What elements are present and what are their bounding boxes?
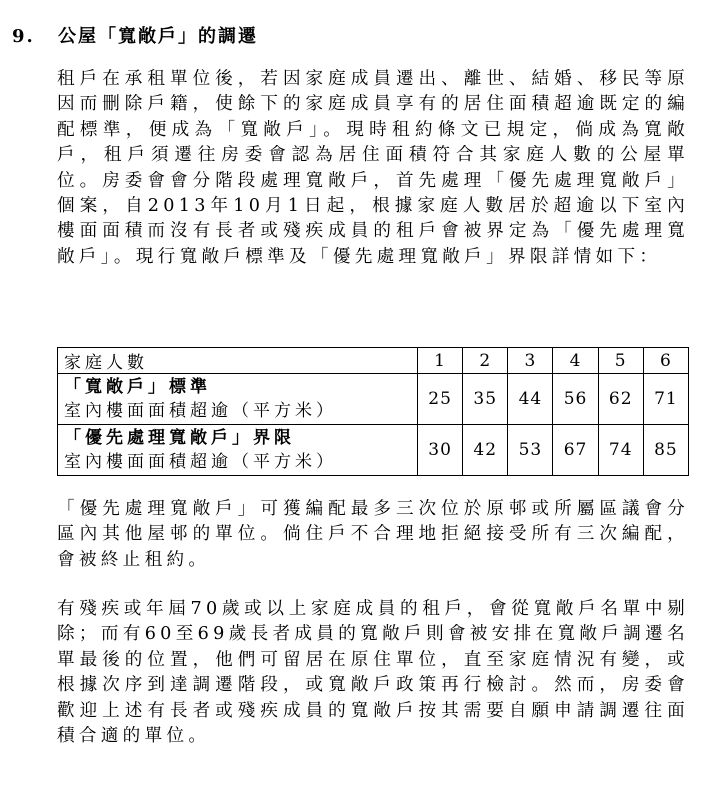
table-cell: 42 <box>463 425 508 476</box>
row-title: 「優先處理寬敞戶」界限 <box>64 428 295 448</box>
table-cell: 56 <box>553 374 598 425</box>
table-cell: 30 <box>418 425 463 476</box>
table-header-row <box>58 348 689 374</box>
row-subtitle: 室內樓面面積超逾（平方米） <box>64 452 337 472</box>
household-size-cell: 1 <box>418 348 463 374</box>
offers-paragraph: 「優先處理寬敞戶」可獲編配最多三次位於原邨或所屬區議會分區內其他屋邨的單位。倘住戶不合理地拒絕接受所有三次編配，會被終止租約。 <box>57 499 689 570</box>
section-title: 公屋「寬敞戶」的調遷 <box>58 26 258 47</box>
table-cell: 62 <box>598 374 643 425</box>
row-title: 「寬敞戶」標準 <box>64 377 211 397</box>
row-label <box>58 425 418 476</box>
table-cell: 25 <box>418 374 463 425</box>
household-size-header: 家庭人數 <box>58 348 418 374</box>
table-row <box>58 374 689 425</box>
intro-paragraph: 租戶在承租單位後，若因家庭成員遷出、離世、結婚、移民等原因而刪除戶籍，使餘下的家庭成員享有的居住面積超逾既定的編配標準，便成為「寬敞戶」。現時租約條文已規定，倘成為寬敞戶，租戶須遷往房委會認為居住面積符合其家庭人數的公屋單位。房委會會分階段處理寬敞戶，首先處理「優先處理寬敞戶」個案，自2013年10月1日起，根據家庭人數居於超逾以下室內樓面面積而沒有長者或殘疾成員的租戶會被界定為「優先處理寬敞戶」。現行寬敞戶標準及「優先處理寬敞戶」界限詳情如下： <box>57 69 689 267</box>
household-size-cell: 5 <box>598 348 643 374</box>
table-cell: 85 <box>643 425 688 476</box>
section-heading <box>12 22 258 48</box>
household-size-cell: 2 <box>463 348 508 374</box>
section-number: 9. <box>12 26 35 47</box>
row-subtitle: 室內樓面面積超逾（平方米） <box>64 401 337 421</box>
table-cell: 44 <box>508 374 553 425</box>
household-size-cell: 4 <box>553 348 598 374</box>
table-cell: 67 <box>553 425 598 476</box>
row-label <box>58 374 418 425</box>
household-size-cell: 3 <box>508 348 553 374</box>
table-row <box>58 425 689 476</box>
table-cell: 74 <box>598 425 643 476</box>
space-standards-table <box>57 347 689 476</box>
table-cell: 71 <box>643 374 688 425</box>
table-cell: 35 <box>463 374 508 425</box>
table-cell: 53 <box>508 425 553 476</box>
household-size-cell: 6 <box>643 348 688 374</box>
exemption-paragraph: 有殘疾或年屆70歲或以上家庭成員的租戶，會從寬敞戶名單中剔除；而有60至69歲長者成員的寬敞戶則會被安排在寬敞戶調遷名單最後的位置，他們可留居在原住單位，直至家庭情況有變，或根據次序到達調遷階段，或寬敞戶政策再行檢討。然而，房委會歡迎上述有長者或殘疾成員的寬敞戶按其需要自願申請調遷往面積合適的單位。 <box>57 599 689 747</box>
